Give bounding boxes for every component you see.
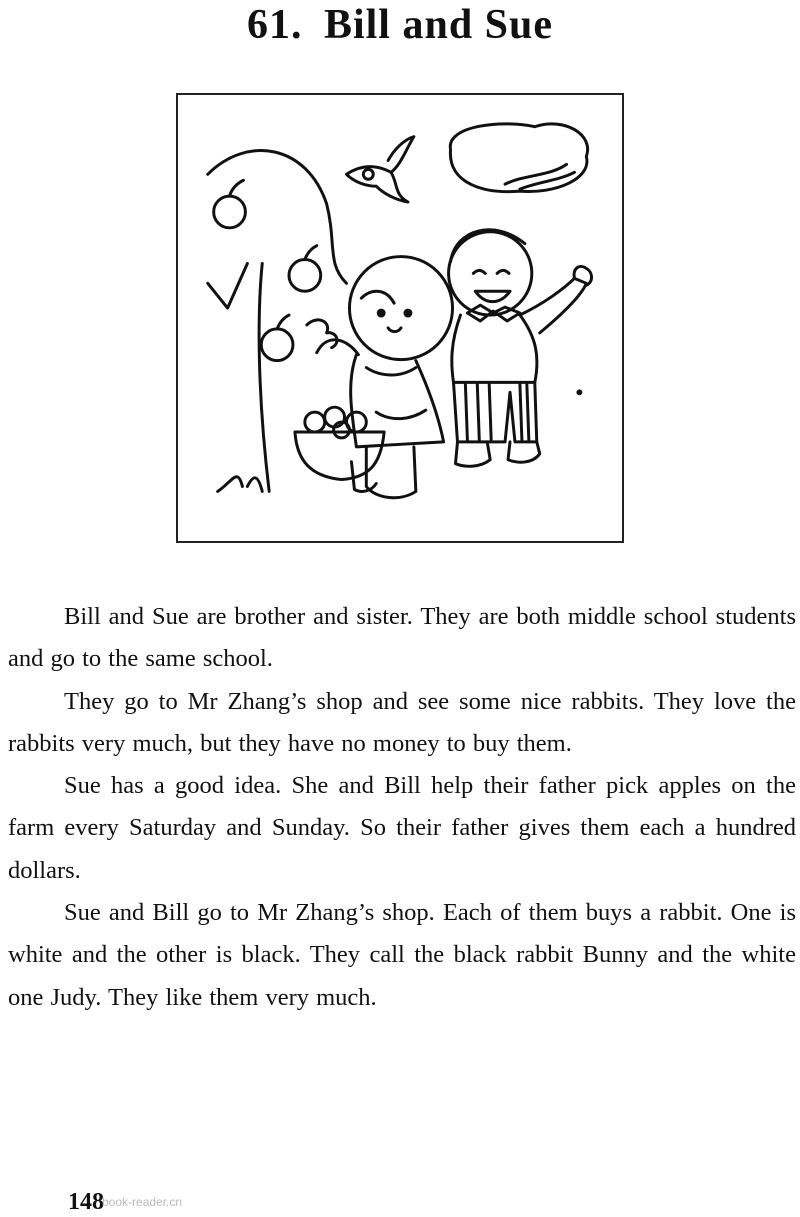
paragraph: They go to Mr Zhang’s shop and see some nice rabbits. They love the rabbits very much, but they have no money to buy them. xyxy=(8,687,796,757)
watermark: book-reader.cn xyxy=(102,1195,183,1209)
apple-icon xyxy=(214,196,246,228)
apple-icon xyxy=(289,260,321,292)
lesson-number: 61. xyxy=(246,2,303,48)
story-text xyxy=(8,596,796,1019)
lesson-title: Bill and Sue xyxy=(323,2,554,48)
story-illustration xyxy=(176,93,624,543)
apple-icon xyxy=(261,329,293,361)
paragraph: Sue has a good idea. She and Bill help their father pick apples on the farm every Saturday and Sunday. So their father gives them each a hundred dollars. xyxy=(8,772,796,884)
paragraph: Bill and Sue are brother and sister. They are both middle school students and go to the same school. xyxy=(8,603,796,673)
paragraph: Sue and Bill go to Mr Zhang’s shop. Each of them buys a rabbit. One is white and the other is black. They call the black rabbit Bunny and the white one Judy. They like them very much. xyxy=(8,899,796,1011)
page-number: 148 xyxy=(68,1189,104,1215)
girl-head xyxy=(349,257,452,360)
tree-outline xyxy=(208,151,347,284)
page-title xyxy=(0,2,800,48)
cloud-icon xyxy=(450,124,587,192)
bird-icon xyxy=(346,137,413,202)
